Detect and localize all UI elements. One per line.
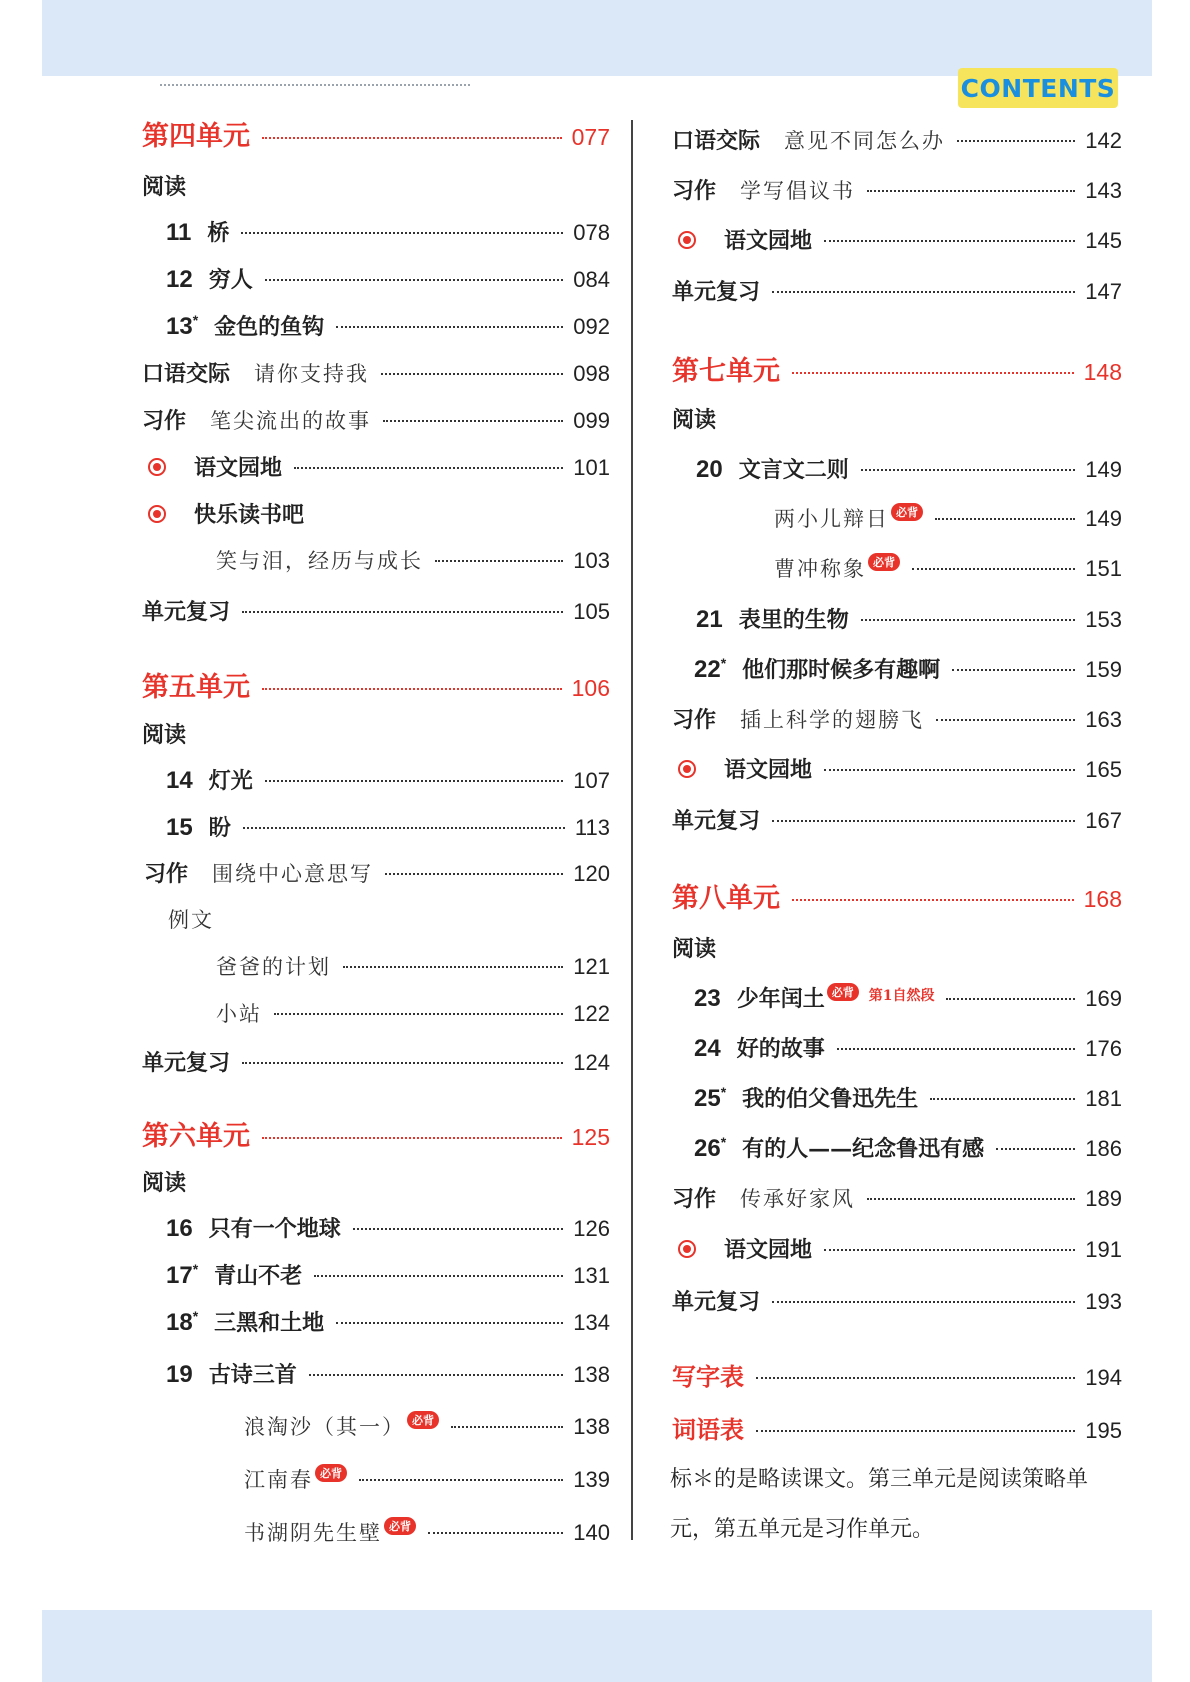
unit-8-heading[interactable]: 第八单元 168 <box>672 883 1122 914</box>
unit-5-heading[interactable]: 第五单元 106 <box>142 672 610 703</box>
bullet-circle-icon <box>678 760 696 778</box>
example-label: 例文 <box>168 908 214 932</box>
lesson-11[interactable]: 11 桥 078 <box>166 219 610 246</box>
lesson-14[interactable]: 14 灯光 107 <box>166 767 610 794</box>
unit-review-8[interactable]: 单元复习 193 <box>672 1289 1122 1315</box>
top-band <box>42 0 1152 76</box>
oral-communication-4[interactable]: 口语交际 请你支持我 098 <box>142 361 610 387</box>
writing-8[interactable]: 习作 传承好家风 189 <box>672 1186 1122 1212</box>
lesson-23[interactable]: 23 少年闰土 必背 第1自然段 169 <box>694 985 1122 1012</box>
classical-1[interactable]: 两小儿辩日 必背 149 <box>774 503 1122 533</box>
top-dotted-rule <box>160 84 470 88</box>
chinese-garden-7[interactable]: 语文园地 165 <box>678 753 1122 784</box>
writing-5[interactable]: 习作 围绕中心意思写 120 <box>144 861 610 887</box>
bullet-circle-icon <box>148 505 166 523</box>
bullet-circle-icon <box>678 231 696 249</box>
lesson-20[interactable]: 20 文言文二则 149 <box>696 456 1122 483</box>
lesson-22[interactable]: 22* 他们那时候多有趣啊 159 <box>694 655 1122 683</box>
unit-review-5[interactable]: 单元复习 124 <box>142 1050 610 1076</box>
must-recite-badge: 必背 <box>891 503 923 521</box>
lesson-17[interactable]: 17* 青山不老 131 <box>166 1261 610 1289</box>
lesson-26[interactable]: 26* 有的人——纪念鲁迅有感 186 <box>694 1134 1122 1162</box>
lesson-13[interactable]: 13* 金色的鱼钩 092 <box>166 312 610 340</box>
unit-4-heading[interactable] <box>142 114 610 153</box>
must-recite-badge: 必背 <box>384 1517 416 1535</box>
unit-7-heading[interactable]: 第七单元 148 <box>672 356 1122 387</box>
classical-2[interactable]: 曹冲称象 必背 151 <box>774 553 1122 583</box>
oral-communication-6[interactable]: 口语交际 意见不同怎么办 142 <box>672 128 1122 154</box>
footnote: 标＊的是略读课文。第三单元是阅读策略单元，第五单元是习作单元。 <box>670 1467 1089 1542</box>
chinese-garden-6[interactable]: 语文园地 145 <box>678 224 1122 255</box>
poem-2[interactable]: 江南春 必背 139 <box>244 1464 610 1494</box>
must-recite-badge: 必背 <box>868 553 900 571</box>
chinese-garden-4[interactable]: 语文园地 101 <box>148 451 610 482</box>
example-1[interactable]: 爸爸的计划 121 <box>216 954 610 979</box>
bottom-band <box>42 1610 1152 1682</box>
bullet-circle-icon <box>678 1240 696 1258</box>
contents-label: CONTENTS <box>960 73 1116 103</box>
unit-6-heading[interactable]: 第六单元 125 <box>142 1121 610 1152</box>
lesson-12[interactable]: 12 穷人 084 <box>166 266 610 293</box>
column-divider <box>631 120 633 1540</box>
bullet-circle-icon <box>148 458 166 476</box>
poem-3[interactable]: 书湖阴先生壁 必背 140 <box>244 1517 610 1547</box>
reading-label: 阅读 <box>142 1170 187 1196</box>
lesson-24[interactable]: 24 好的故事 176 <box>694 1035 1122 1062</box>
must-recite-badge: 必背 <box>315 1464 347 1482</box>
chinese-garden-8[interactable]: 语文园地 191 <box>678 1233 1122 1264</box>
contents-badge <box>958 68 1118 108</box>
lesson-19[interactable]: 19 古诗三首 138 <box>166 1361 610 1388</box>
reading-label: 阅读 <box>142 722 187 748</box>
unit-review-7[interactable]: 单元复习 167 <box>672 808 1122 834</box>
unit-review-4[interactable]: 单元复习 105 <box>142 599 610 625</box>
unit-title: 第四单元 <box>142 121 250 152</box>
writing-7[interactable]: 习作 插上科学的翅膀飞 163 <box>672 707 1122 733</box>
paragraph-note: 第1自然段 <box>868 988 935 1004</box>
writing-4[interactable]: 习作 笔尖流出的故事 099 <box>142 408 610 434</box>
page-number: 077 <box>571 124 610 150</box>
unit-review-6[interactable]: 单元复习 147 <box>672 279 1122 305</box>
lesson-25[interactable]: 25* 我的伯父鲁迅先生 181 <box>694 1084 1122 1112</box>
happy-reading[interactable]: 快乐读书吧 <box>148 498 304 529</box>
writing-6[interactable]: 习作 学写倡议书 143 <box>672 178 1122 204</box>
lesson-18[interactable]: 18* 三黑和土地 134 <box>166 1308 610 1336</box>
lesson-15[interactable]: 15 盼 113 <box>166 814 610 841</box>
must-recite-badge: 必背 <box>827 983 859 1001</box>
reading-label: 阅读 <box>672 936 717 962</box>
poem-1[interactable]: 浪淘沙（其一） 必背 138 <box>244 1411 610 1441</box>
must-recite-badge: 必背 <box>407 1411 439 1429</box>
character-table[interactable]: 写字表 194 <box>672 1362 1122 1391</box>
reading-label: 阅读 <box>672 407 717 433</box>
example-2[interactable]: 小站 122 <box>216 1001 610 1026</box>
happy-reading-sub[interactable]: 笑与泪，经历与成长 103 <box>216 548 610 573</box>
word-table[interactable]: 词语表 195 <box>672 1415 1122 1444</box>
lesson-16[interactable]: 16 只有一个地球 126 <box>166 1215 610 1242</box>
reading-label: 阅读 <box>142 174 187 200</box>
lesson-21[interactable]: 21 表里的生物 153 <box>696 606 1122 633</box>
